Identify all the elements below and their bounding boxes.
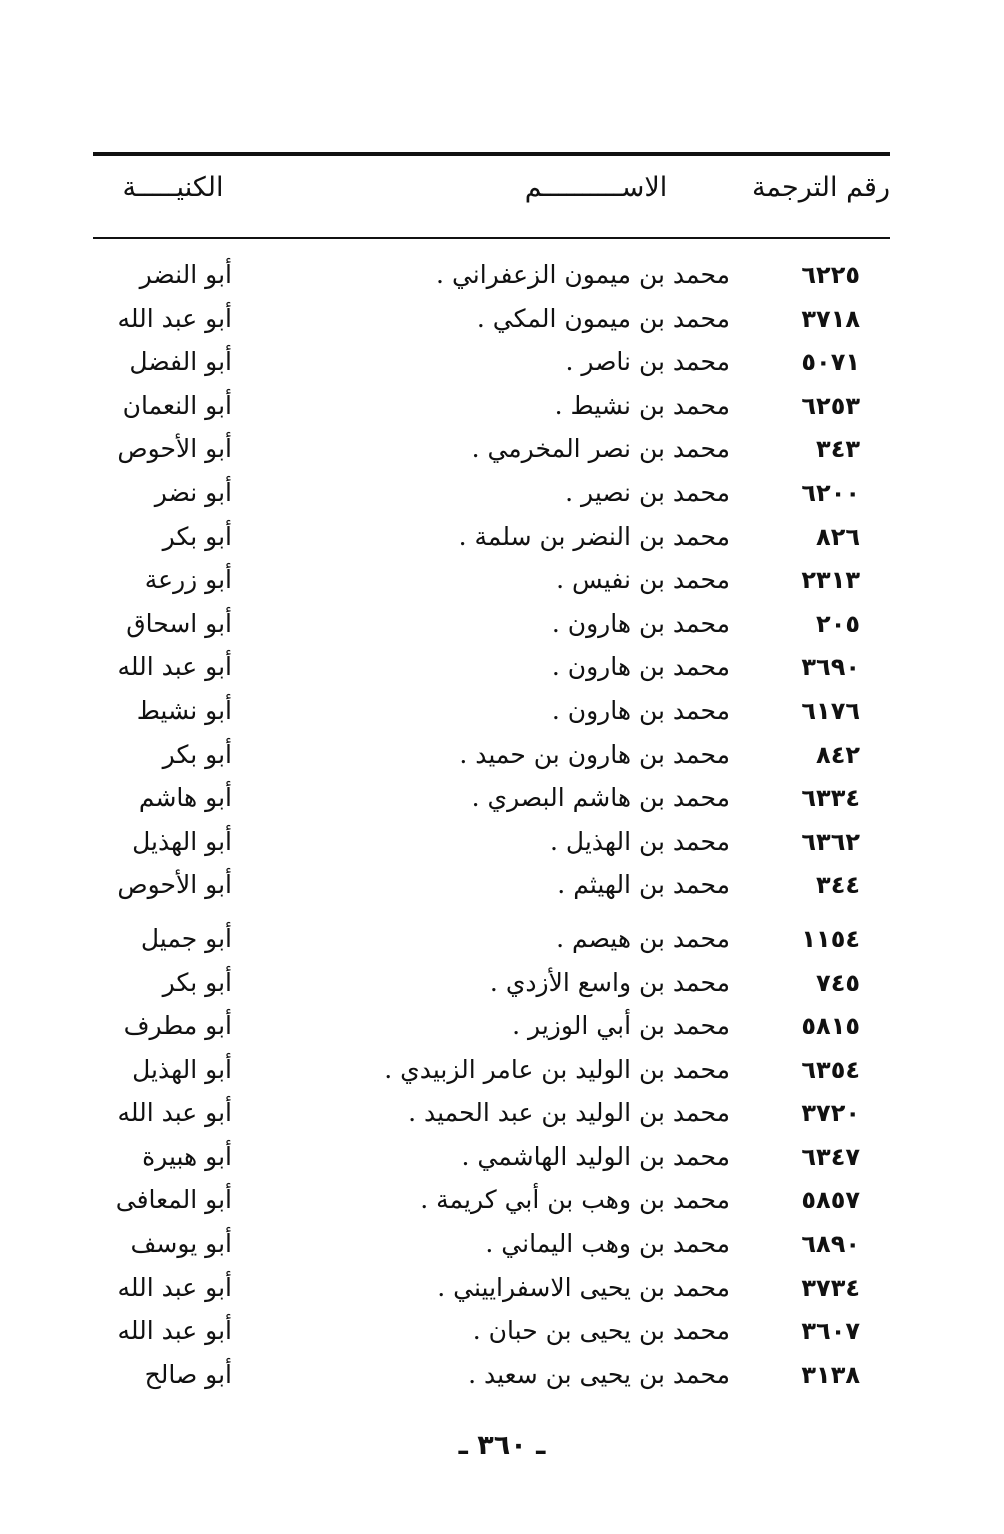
entry-name: محمد بن نصر المخرمي . bbox=[471, 434, 730, 464]
entry-number: ٢٣١٣ bbox=[801, 566, 860, 595]
table-row bbox=[93, 1268, 890, 1312]
entry-number: ٦٢٢٥ bbox=[801, 261, 860, 289]
table-row bbox=[93, 1355, 890, 1399]
entry-kunya: أبو جميل bbox=[140, 923, 232, 953]
header-bottom-rule bbox=[93, 237, 890, 239]
entry-name: محمد بن نصير . bbox=[565, 477, 730, 507]
entry-name: محمد بن هارون بن حميد . bbox=[459, 739, 730, 769]
entry-kunya: أبو الفضل bbox=[129, 347, 232, 377]
entry-number: ٢٠٥ bbox=[816, 609, 860, 638]
entry-name: محمد بن الهيثم . bbox=[557, 870, 730, 900]
header-kunya: الكنيـــــة bbox=[122, 172, 224, 203]
entry-kunya: أبو عبد الله bbox=[117, 1316, 232, 1346]
entry-name: محمد بن يحيى بن حبان . bbox=[472, 1316, 730, 1346]
table-row bbox=[93, 342, 890, 386]
entry-name: محمد بن وهب اليماني . bbox=[485, 1229, 730, 1259]
page-number: ـ ٣٦٠ ـ bbox=[458, 1430, 546, 1461]
entry-number: ٥٨١٥ bbox=[801, 1012, 860, 1041]
entry-kunya: أبو عبد الله bbox=[117, 1272, 232, 1302]
entry-kunya: أبو يوسف bbox=[130, 1229, 232, 1259]
entry-number: ٥٨٥٧ bbox=[801, 1186, 860, 1215]
entry-kunya: أبو صالح bbox=[144, 1359, 232, 1389]
entry-number: ٧٤٥ bbox=[816, 968, 860, 997]
header-top-rule bbox=[93, 152, 890, 156]
entry-kunya: أبو مطرف bbox=[123, 1011, 232, 1041]
entry-kunya: أبو الأحوص bbox=[117, 434, 232, 464]
table-row bbox=[93, 1006, 890, 1050]
entry-name: محمد بن الهذيل . bbox=[550, 826, 730, 856]
entry-name: محمد بن واسع الأزدي . bbox=[489, 967, 730, 997]
entry-name: محمد بن الوليد بن عبد الحميد . bbox=[408, 1098, 730, 1128]
table-row bbox=[93, 517, 890, 561]
entry-kunya: أبو بكر bbox=[162, 967, 232, 997]
table-row bbox=[93, 255, 890, 299]
entry-number: ٨٢٦ bbox=[816, 522, 860, 551]
entry-kunya: أبو الأحوص bbox=[117, 870, 232, 900]
header-number: رقم الترجمة bbox=[751, 172, 890, 203]
entry-number: ٣٦٩٠ bbox=[801, 653, 860, 682]
entry-number: ٣٦٠٧ bbox=[801, 1317, 860, 1346]
table-row bbox=[93, 1137, 890, 1181]
entry-name: محمد بن هاشم البصري . bbox=[471, 783, 730, 813]
table-row bbox=[93, 604, 890, 648]
entries-table bbox=[93, 255, 890, 1398]
entry-number: ٣٤٣ bbox=[816, 435, 860, 464]
table-header bbox=[93, 168, 890, 212]
table-row bbox=[93, 1180, 890, 1224]
entry-number: ٦٢٠٠ bbox=[801, 478, 860, 507]
table-row bbox=[93, 1050, 890, 1094]
table-row bbox=[93, 822, 890, 866]
entry-number: ٦٢٥٣ bbox=[801, 391, 860, 420]
entry-kunya: أبو النضر bbox=[139, 260, 232, 289]
entry-number: ٣٧٢٠ bbox=[801, 1099, 860, 1128]
entry-number: ٦٣٥٤ bbox=[801, 1055, 860, 1084]
entry-number: ٦٣٣٤ bbox=[801, 784, 860, 813]
entry-number: ٨٤٢ bbox=[816, 740, 860, 769]
entry-number: ٦١٧٦ bbox=[801, 696, 860, 725]
table-row bbox=[93, 560, 890, 604]
entry-name: محمد بن أبي الوزير . bbox=[512, 1011, 730, 1041]
table-row bbox=[93, 1093, 890, 1137]
header-name: الاســــــــــم bbox=[524, 172, 668, 203]
entry-kunya: أبو عبد الله bbox=[117, 303, 232, 333]
entry-name: محمد بن النضر بن سلمة . bbox=[458, 521, 730, 551]
table-row bbox=[93, 473, 890, 517]
entry-kunya: أبو نضر bbox=[154, 477, 232, 507]
entry-kunya: أبو هاشم bbox=[138, 783, 232, 813]
entry-kunya: أبو بكر bbox=[162, 739, 232, 769]
entry-kunya: أبو زرعة bbox=[144, 565, 232, 595]
entry-kunya: أبو النعمان bbox=[122, 390, 232, 420]
entry-name: محمد بن ميمون الزعفراني . bbox=[436, 260, 730, 289]
table-row bbox=[93, 1224, 890, 1268]
entry-number: ١١٥٤ bbox=[801, 924, 860, 953]
entry-name: محمد بن ناصر . bbox=[565, 347, 730, 377]
table-row bbox=[93, 691, 890, 735]
entry-number: ٣١٣٨ bbox=[801, 1360, 860, 1389]
entry-name: محمد بن يحيى الاسفراييني . bbox=[437, 1272, 730, 1302]
table-row bbox=[93, 299, 890, 343]
table-row bbox=[93, 778, 890, 822]
entry-number: ٣٧٣٤ bbox=[801, 1273, 860, 1302]
entry-kunya: أبو عبد الله bbox=[117, 1098, 232, 1128]
entry-name: محمد بن هارون . bbox=[551, 695, 730, 725]
entry-kunya: أبو عبد الله bbox=[117, 652, 232, 682]
entry-name: محمد بن يحيى بن سعيد . bbox=[468, 1359, 730, 1389]
entry-number: ٦٨٩٠ bbox=[801, 1230, 860, 1259]
entry-name: محمد بن الوليد الهاشمي . bbox=[461, 1141, 730, 1171]
table-row bbox=[93, 919, 890, 963]
entry-number: ٣٧١٨ bbox=[801, 304, 860, 333]
entry-name: محمد بن نشيط . bbox=[554, 390, 730, 420]
entry-name: محمد بن هيصم . bbox=[556, 923, 730, 953]
entry-name: محمد بن هارون . bbox=[551, 608, 730, 638]
entry-number: ٦٣٤٧ bbox=[801, 1142, 860, 1171]
entry-kunya: أبو نشيط bbox=[136, 695, 232, 725]
entry-name: محمد بن ميمون المكي . bbox=[476, 303, 730, 333]
entry-number: ٦٣٦٢ bbox=[801, 827, 860, 856]
entry-kunya: أبو المعافى bbox=[115, 1185, 232, 1215]
table-row bbox=[93, 647, 890, 691]
entry-name: محمد بن هارون . bbox=[551, 652, 730, 682]
table-row bbox=[93, 865, 890, 909]
entry-kunya: أبو الهذيل bbox=[132, 826, 232, 856]
table-row bbox=[93, 963, 890, 1007]
entry-name: محمد بن وهب بن أبي كريمة . bbox=[420, 1185, 730, 1215]
table-row bbox=[93, 386, 890, 430]
entry-number: ٥٠٧١ bbox=[801, 348, 860, 377]
entry-name: محمد بن نفيس . bbox=[556, 565, 730, 595]
table-row bbox=[93, 735, 890, 779]
entry-kunya: أبو بكر bbox=[162, 521, 232, 551]
entry-kunya: أبو اسحاق bbox=[126, 608, 232, 638]
table-row bbox=[93, 429, 890, 473]
entry-kunya: أبو هبيرة bbox=[142, 1141, 232, 1171]
entry-number: ٣٤٤ bbox=[816, 871, 860, 900]
table-row bbox=[93, 1311, 890, 1355]
entry-kunya: أبو الهذيل bbox=[132, 1054, 232, 1084]
entry-name: محمد بن الوليد بن عامر الزبيدي . bbox=[384, 1054, 730, 1084]
